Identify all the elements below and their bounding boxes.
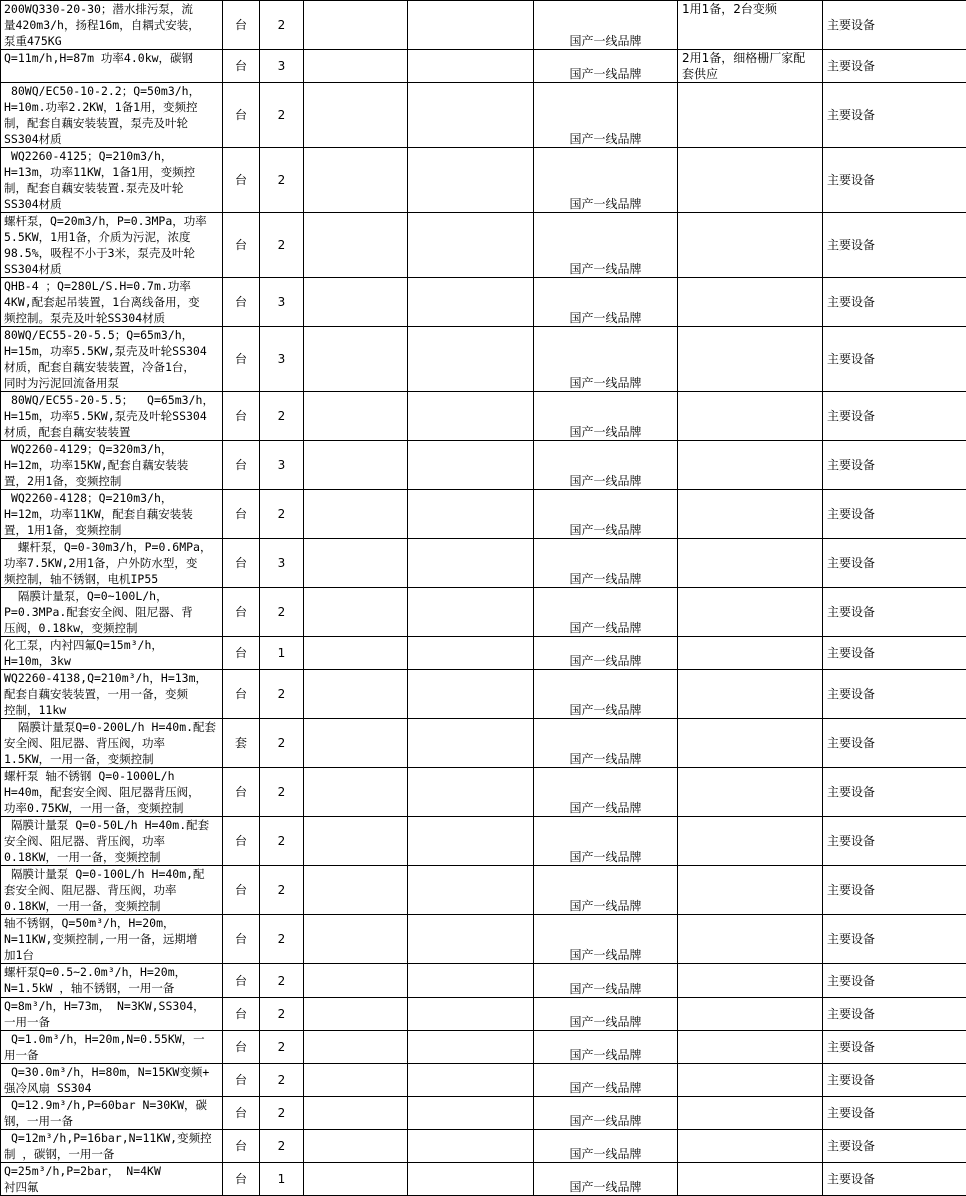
unit-cell: 套 <box>223 719 260 768</box>
empty-cell <box>304 964 408 998</box>
empty-cell <box>408 327 534 392</box>
empty-cell <box>304 441 408 490</box>
category-cell: 主要设备 <box>823 588 966 637</box>
table-row <box>1 50 966 83</box>
remark-cell <box>678 768 823 817</box>
remark-cell <box>678 1097 823 1130</box>
unit-cell: 台 <box>223 817 260 866</box>
table-row <box>1 1031 966 1064</box>
category-cell: 主要设备 <box>823 670 966 719</box>
remark-cell <box>678 441 823 490</box>
quantity-cell: 2 <box>260 768 304 817</box>
quantity-cell: 2 <box>260 1031 304 1064</box>
empty-cell <box>304 1130 408 1163</box>
empty-cell <box>408 637 534 670</box>
brand-cell: 国产一线品牌 <box>534 998 678 1031</box>
empty-cell <box>408 1097 534 1130</box>
spec-cell: WQ2260-4129；Q=320m3/h， H=12m，功率15KW,配套自藕安装装 置，2用1备，变频控制 <box>1 441 223 490</box>
spec-cell: 80WQ/EC55-20-5.5； Q=65m3/h， H=15m，功率5.5KW,泵壳及叶轮SS304 材质，配套自藕安装装置 <box>1 392 223 441</box>
spec-cell: WQ2260-4138,Q=210m³/h，H=13m， 配套自藕安装装置，一用一备，变频 控制，11kw <box>1 670 223 719</box>
category-cell: 主要设备 <box>823 278 966 327</box>
brand-cell: 国产一线品牌 <box>534 817 678 866</box>
spec-cell: Q=1.0m³/h，H=20m,N=0.55KW，一 用一备 <box>1 1031 223 1064</box>
unit-cell: 台 <box>223 83 260 148</box>
brand-cell: 国产一线品牌 <box>534 1064 678 1097</box>
spec-cell: Q=25m³/h,P=2bar， N=4KW 衬四氟 <box>1 1163 223 1196</box>
table-row <box>1 1163 966 1196</box>
spec-cell: 隔膜计量泵 Q=0-50L/h H=40m.配套 安全阀、阻尼器、背压阀，功率 0.18KW，一用一备，变频控制 <box>1 817 223 866</box>
table-row <box>1 148 966 213</box>
brand-cell: 国产一线品牌 <box>534 50 678 83</box>
empty-cell <box>408 490 534 539</box>
empty-cell <box>304 148 408 213</box>
table-row <box>1 915 966 964</box>
brand-cell: 国产一线品牌 <box>534 719 678 768</box>
quantity-cell: 3 <box>260 539 304 588</box>
spec-cell: WQ2260-4125；Q=210m3/h， H=13m，功率11KW，1备1用，变频控 制，配套自藕安装装置.泵壳及叶轮 SS304材质 <box>1 148 223 213</box>
unit-cell: 台 <box>223 915 260 964</box>
empty-cell <box>304 1031 408 1064</box>
table-row <box>1 392 966 441</box>
spec-cell: 螺杆泵，Q=0-30m3/h，P=0.6MPa， 功率7.5KW,2用1备，户外防水型，变 频控制，轴不锈钢，电机IP55 <box>1 539 223 588</box>
unit-cell: 台 <box>223 1 260 50</box>
spec-cell: Q=11m/h,H=87m 功率4.0kw，碳钢 <box>1 50 223 83</box>
unit-cell: 台 <box>223 1064 260 1097</box>
unit-cell: 台 <box>223 1097 260 1130</box>
quantity-cell: 2 <box>260 490 304 539</box>
remark-cell <box>678 392 823 441</box>
spec-cell: Q=12.9m³/h,P=60bar N=30KW，碳 钢，一用一备 <box>1 1097 223 1130</box>
unit-cell: 台 <box>223 964 260 998</box>
empty-cell <box>304 213 408 278</box>
remark-cell <box>678 83 823 148</box>
table-row <box>1 1064 966 1097</box>
brand-cell: 国产一线品牌 <box>534 213 678 278</box>
table-row <box>1 719 966 768</box>
unit-cell: 台 <box>223 866 260 915</box>
table-row <box>1 441 966 490</box>
table-row <box>1 327 966 392</box>
quantity-cell: 2 <box>260 719 304 768</box>
empty-cell <box>304 817 408 866</box>
unit-cell: 台 <box>223 1031 260 1064</box>
category-cell: 主要设备 <box>823 83 966 148</box>
remark-cell <box>678 327 823 392</box>
empty-cell <box>408 866 534 915</box>
brand-cell: 国产一线品牌 <box>534 1031 678 1064</box>
remark-cell <box>678 998 823 1031</box>
category-cell: 主要设备 <box>823 768 966 817</box>
empty-cell <box>304 588 408 637</box>
spec-cell: Q=30.0m³/h，H=80m，N=15KW变频+ 强冷风扇 SS304 <box>1 1064 223 1097</box>
spec-cell: 隔膜计量泵，Q=0~100L/h， P=0.3MPa.配套安全阀、阻尼器、背 压阀，0.18kw，变频控制 <box>1 588 223 637</box>
category-cell: 主要设备 <box>823 1031 966 1064</box>
brand-cell: 国产一线品牌 <box>534 866 678 915</box>
table-body <box>1 1 966 1196</box>
category-cell: 主要设备 <box>823 213 966 278</box>
brand-cell: 国产一线品牌 <box>534 768 678 817</box>
remark-cell <box>678 1031 823 1064</box>
empty-cell <box>408 539 534 588</box>
quantity-cell: 2 <box>260 213 304 278</box>
quantity-cell: 2 <box>260 817 304 866</box>
spec-cell: Q=8m³/h，H=73m， N=3KW,SS304， 一用一备 <box>1 998 223 1031</box>
empty-cell <box>304 915 408 964</box>
remark-cell <box>678 964 823 998</box>
unit-cell: 台 <box>223 392 260 441</box>
table-row <box>1 866 966 915</box>
empty-cell <box>304 1 408 50</box>
empty-cell <box>408 670 534 719</box>
empty-cell <box>408 915 534 964</box>
quantity-cell: 1 <box>260 637 304 670</box>
unit-cell: 台 <box>223 768 260 817</box>
category-cell: 主要设备 <box>823 1163 966 1196</box>
table-row <box>1 490 966 539</box>
table-row <box>1 1130 966 1163</box>
quantity-cell: 2 <box>260 998 304 1031</box>
brand-cell: 国产一线品牌 <box>534 1097 678 1130</box>
spec-cell: 螺杆泵 轴不锈钢 Q=0-1000L/h H=40m，配套安全阀、阻尼器背压阀， 功率0.75KW，一用一备，变频控制 <box>1 768 223 817</box>
brand-cell: 国产一线品牌 <box>534 1163 678 1196</box>
empty-cell <box>304 1064 408 1097</box>
unit-cell: 台 <box>223 278 260 327</box>
table-row <box>1 213 966 278</box>
brand-cell: 国产一线品牌 <box>534 327 678 392</box>
empty-cell <box>408 213 534 278</box>
unit-cell: 台 <box>223 1130 260 1163</box>
category-cell: 主要设备 <box>823 866 966 915</box>
empty-cell <box>408 50 534 83</box>
category-cell: 主要设备 <box>823 719 966 768</box>
category-cell: 主要设备 <box>823 817 966 866</box>
empty-cell <box>408 83 534 148</box>
empty-cell <box>304 719 408 768</box>
remark-cell <box>678 817 823 866</box>
category-cell: 主要设备 <box>823 964 966 998</box>
category-cell: 主要设备 <box>823 539 966 588</box>
category-cell: 主要设备 <box>823 50 966 83</box>
empty-cell <box>304 490 408 539</box>
unit-cell: 台 <box>223 588 260 637</box>
remark-cell <box>678 278 823 327</box>
empty-cell <box>304 392 408 441</box>
empty-cell <box>408 278 534 327</box>
category-cell: 主要设备 <box>823 327 966 392</box>
brand-cell: 国产一线品牌 <box>534 1 678 50</box>
category-cell: 主要设备 <box>823 490 966 539</box>
unit-cell: 台 <box>223 327 260 392</box>
empty-cell <box>304 50 408 83</box>
table-row <box>1 670 966 719</box>
remark-cell: 2用1备，细格栅厂家配 套供应 <box>678 50 823 83</box>
quantity-cell: 2 <box>260 588 304 637</box>
remark-cell <box>678 539 823 588</box>
category-cell: 主要设备 <box>823 998 966 1031</box>
brand-cell: 国产一线品牌 <box>534 637 678 670</box>
remark-cell <box>678 719 823 768</box>
spec-cell: 隔膜计量泵Q=0-200L/h H=40m.配套 安全阀、阻尼器、背压阀，功率 1.5KW，一用一备，变频控制 <box>1 719 223 768</box>
quantity-cell: 2 <box>260 1130 304 1163</box>
spec-cell: 80WQ/EC55-20-5.5；Q=65m3/h， H=15m，功率5.5KW,泵壳及叶轮SS304 材质，配套自藕安装装置，冷备1台， 同时为污泥回流备用泵 <box>1 327 223 392</box>
category-cell: 主要设备 <box>823 148 966 213</box>
remark-cell: 1用1备，2台变频 <box>678 1 823 50</box>
quantity-cell: 3 <box>260 441 304 490</box>
empty-cell <box>408 768 534 817</box>
empty-cell <box>304 768 408 817</box>
spec-cell: 隔膜计量泵 Q=0-100L/h H=40m,配 套安全阀、阻尼器、背压阀，功率 0.18KW，一用一备，变频控制 <box>1 866 223 915</box>
table-row <box>1 964 966 998</box>
category-cell: 主要设备 <box>823 441 966 490</box>
remark-cell <box>678 1130 823 1163</box>
unit-cell: 台 <box>223 670 260 719</box>
empty-cell <box>408 588 534 637</box>
brand-cell: 国产一线品牌 <box>534 490 678 539</box>
empty-cell <box>408 817 534 866</box>
spec-cell: 螺杆泵，Q=20m3/h，P=0.3MPa，功率 5.5KW，1用1备，介质为污泥，浓度 98.5%，吸程不小于3米，泵壳及叶轮 SS304材质 <box>1 213 223 278</box>
spec-cell: 轴不锈钢，Q=50m³/h，H=20m， N=11KW,变频控制,一用一备，远期增 加1台 <box>1 915 223 964</box>
brand-cell: 国产一线品牌 <box>534 441 678 490</box>
quantity-cell: 3 <box>260 278 304 327</box>
table-row <box>1 817 966 866</box>
quantity-cell: 2 <box>260 392 304 441</box>
empty-cell <box>408 1163 534 1196</box>
brand-cell: 国产一线品牌 <box>534 670 678 719</box>
empty-cell <box>408 392 534 441</box>
spec-cell: Q=12m³/h,P=16bar,N=11KW,变频控 制 ，碳钢，一用一备 <box>1 1130 223 1163</box>
category-cell: 主要设备 <box>823 1064 966 1097</box>
empty-cell <box>408 998 534 1031</box>
remark-cell <box>678 148 823 213</box>
brand-cell: 国产一线品牌 <box>534 278 678 327</box>
empty-cell <box>408 1 534 50</box>
category-cell: 主要设备 <box>823 1097 966 1130</box>
quantity-cell: 2 <box>260 1064 304 1097</box>
empty-cell <box>304 670 408 719</box>
brand-cell: 国产一线品牌 <box>534 392 678 441</box>
table-row <box>1 768 966 817</box>
quantity-cell: 2 <box>260 915 304 964</box>
unit-cell: 台 <box>223 1163 260 1196</box>
empty-cell <box>304 1097 408 1130</box>
empty-cell <box>408 964 534 998</box>
empty-cell <box>304 1163 408 1196</box>
empty-cell <box>304 327 408 392</box>
brand-cell: 国产一线品牌 <box>534 1130 678 1163</box>
table-row <box>1 278 966 327</box>
spec-cell: 80WQ/EC50-10-2.2；Q=50m3/h， H=10m.功率2.2KW，1备1用，变频控 制，配套自藕安装装置，泵壳及叶轮 SS304材质 <box>1 83 223 148</box>
category-cell: 主要设备 <box>823 915 966 964</box>
table-row <box>1 1 966 50</box>
spec-cell: QHB-4 ；Q=280L/S.H=0.7m.功率 4KW,配套起吊装置，1台离线备用，变 频控制。泵壳及叶轮SS304材质 <box>1 278 223 327</box>
remark-cell <box>678 1064 823 1097</box>
table-row <box>1 637 966 670</box>
quantity-cell: 2 <box>260 148 304 213</box>
table-row <box>1 998 966 1031</box>
empty-cell <box>408 719 534 768</box>
spec-cell: 200WQ330-20-30；潜水排污泵，流 量420m3/h，扬程16m，自耦式安装， 泵重475KG <box>1 1 223 50</box>
remark-cell <box>678 915 823 964</box>
category-cell: 主要设备 <box>823 637 966 670</box>
unit-cell: 台 <box>223 998 260 1031</box>
spec-cell: 化工泵，内衬四氟Q=15m³/h， H=10m，3kw <box>1 637 223 670</box>
brand-cell: 国产一线品牌 <box>534 148 678 213</box>
quantity-cell: 3 <box>260 50 304 83</box>
unit-cell: 台 <box>223 148 260 213</box>
empty-cell <box>408 1064 534 1097</box>
table-row <box>1 539 966 588</box>
table-row <box>1 588 966 637</box>
empty-cell <box>304 637 408 670</box>
remark-cell <box>678 1163 823 1196</box>
quantity-cell: 2 <box>260 670 304 719</box>
remark-cell <box>678 588 823 637</box>
empty-cell <box>304 539 408 588</box>
table-row <box>1 1097 966 1130</box>
quantity-cell: 2 <box>260 866 304 915</box>
brand-cell: 国产一线品牌 <box>534 539 678 588</box>
brand-cell: 国产一线品牌 <box>534 915 678 964</box>
empty-cell <box>304 83 408 148</box>
empty-cell <box>408 1130 534 1163</box>
spec-cell: WQ2260-4128；Q=210m3/h， H=12m，功率11KW，配套自藕安装装 置，1用1备，变频控制 <box>1 490 223 539</box>
remark-cell <box>678 490 823 539</box>
quantity-cell: 2 <box>260 83 304 148</box>
category-cell: 主要设备 <box>823 1130 966 1163</box>
brand-cell: 国产一线品牌 <box>534 588 678 637</box>
quantity-cell: 2 <box>260 1097 304 1130</box>
unit-cell: 台 <box>223 50 260 83</box>
unit-cell: 台 <box>223 441 260 490</box>
empty-cell <box>408 1031 534 1064</box>
empty-cell <box>408 441 534 490</box>
empty-cell <box>408 148 534 213</box>
unit-cell: 台 <box>223 490 260 539</box>
unit-cell: 台 <box>223 637 260 670</box>
quantity-cell: 3 <box>260 327 304 392</box>
category-cell: 主要设备 <box>823 1 966 50</box>
quantity-cell: 2 <box>260 964 304 998</box>
remark-cell <box>678 637 823 670</box>
remark-cell <box>678 866 823 915</box>
unit-cell: 台 <box>223 213 260 278</box>
remark-cell <box>678 670 823 719</box>
brand-cell: 国产一线品牌 <box>534 964 678 998</box>
quantity-cell: 1 <box>260 1163 304 1196</box>
remark-cell <box>678 213 823 278</box>
category-cell: 主要设备 <box>823 392 966 441</box>
table-row <box>1 83 966 148</box>
empty-cell <box>304 866 408 915</box>
quantity-cell: 2 <box>260 1 304 50</box>
empty-cell <box>304 998 408 1031</box>
brand-cell: 国产一线品牌 <box>534 83 678 148</box>
spec-cell: 螺杆泵Q=0.5~2.0m³/h，H=20m， N=1.5kW ，轴不锈钢，一用一备 <box>1 964 223 998</box>
unit-cell: 台 <box>223 539 260 588</box>
empty-cell <box>304 278 408 327</box>
